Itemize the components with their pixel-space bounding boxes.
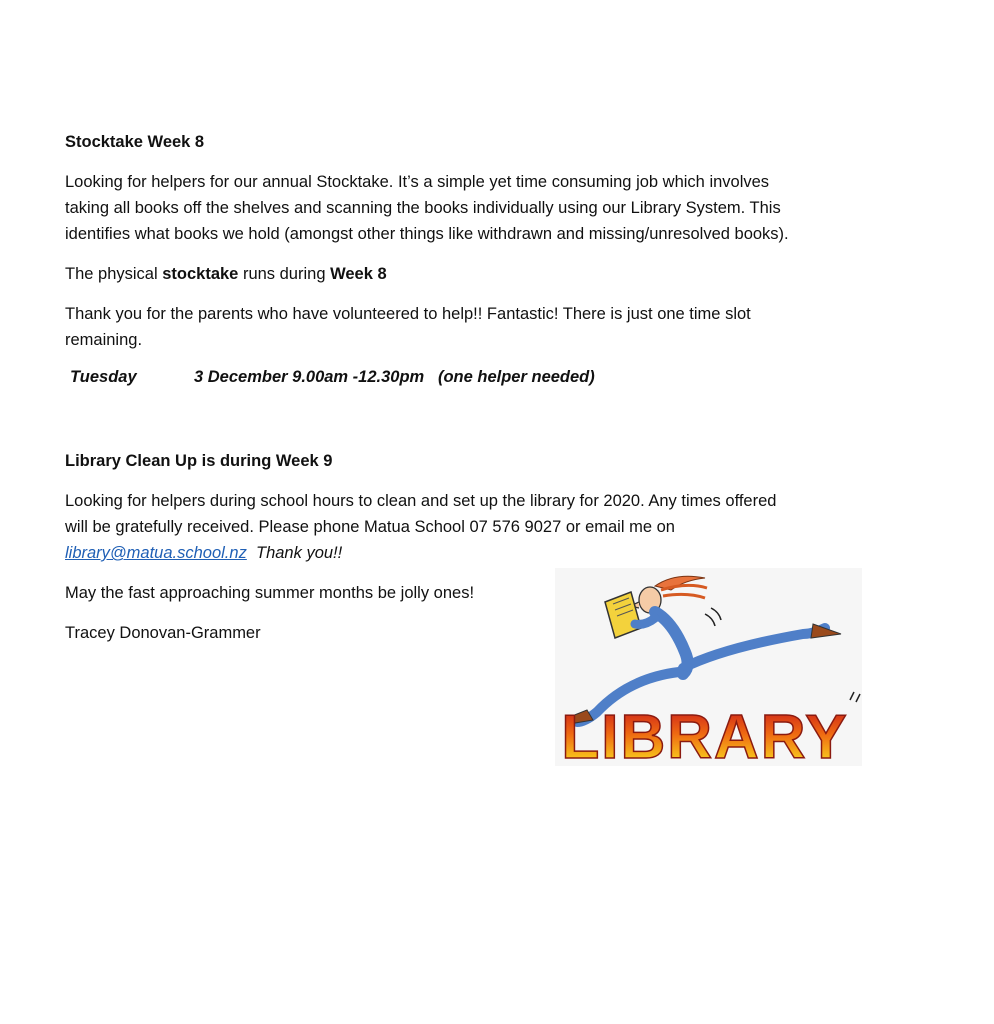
cleanup-paragraph-line-2: will be gratefully received. Please phone Matua School 07 576 9027 or email me on xyxy=(65,518,675,536)
cleanup-thanks: Thank you!! xyxy=(256,544,343,562)
runs-prefix: The physical xyxy=(65,265,163,283)
slot-day: Tuesday xyxy=(70,368,137,386)
slot-detail: 3 December 9.00am -12.30pm (one helper needed) xyxy=(194,368,595,386)
stocktake-heading: Stocktake Week 8 xyxy=(65,133,205,151)
cleanup-heading: Library Clean Up is during Week 9 xyxy=(65,452,333,470)
closing-wish: May the fast approaching summer months be jolly ones! xyxy=(65,584,475,602)
runs-bold-stocktake: stocktake xyxy=(162,265,239,283)
thanks-line-2: remaining. xyxy=(65,331,143,349)
signature: Tracey Donovan-Grammer xyxy=(65,624,261,642)
email-link[interactable]: library@matua.school.nz xyxy=(65,544,247,562)
stocktake-paragraph-line-1: Looking for helpers for our annual Stocktake. It’s a simple yet time consuming job which involves xyxy=(65,173,770,191)
runs-middle: runs during xyxy=(238,265,331,283)
stocktake-paragraph-line-2: taking all books off the shelves and scanning the books individually using our Library System. This xyxy=(65,199,781,217)
stocktake-paragraph-line-3: identifies what books we hold (amongst other things like withdrawn and missing/unresolved books). xyxy=(65,225,789,243)
running-reader-icon xyxy=(555,568,862,766)
thanks-line-1: Thank you for the parents who have volunteered to help!! Fantastic! There is just one time slot xyxy=(65,305,751,323)
library-logo xyxy=(555,568,862,766)
logo-word: LIBRARY xyxy=(561,703,849,766)
runs-bold-week: Week 8 xyxy=(330,265,387,283)
stocktake-runs-sentence xyxy=(65,261,387,287)
cleanup-paragraph-line-1: Looking for helpers during school hours to clean and set up the library for 2020. Any times offered xyxy=(65,492,777,510)
cleanup-email-line xyxy=(65,540,342,566)
